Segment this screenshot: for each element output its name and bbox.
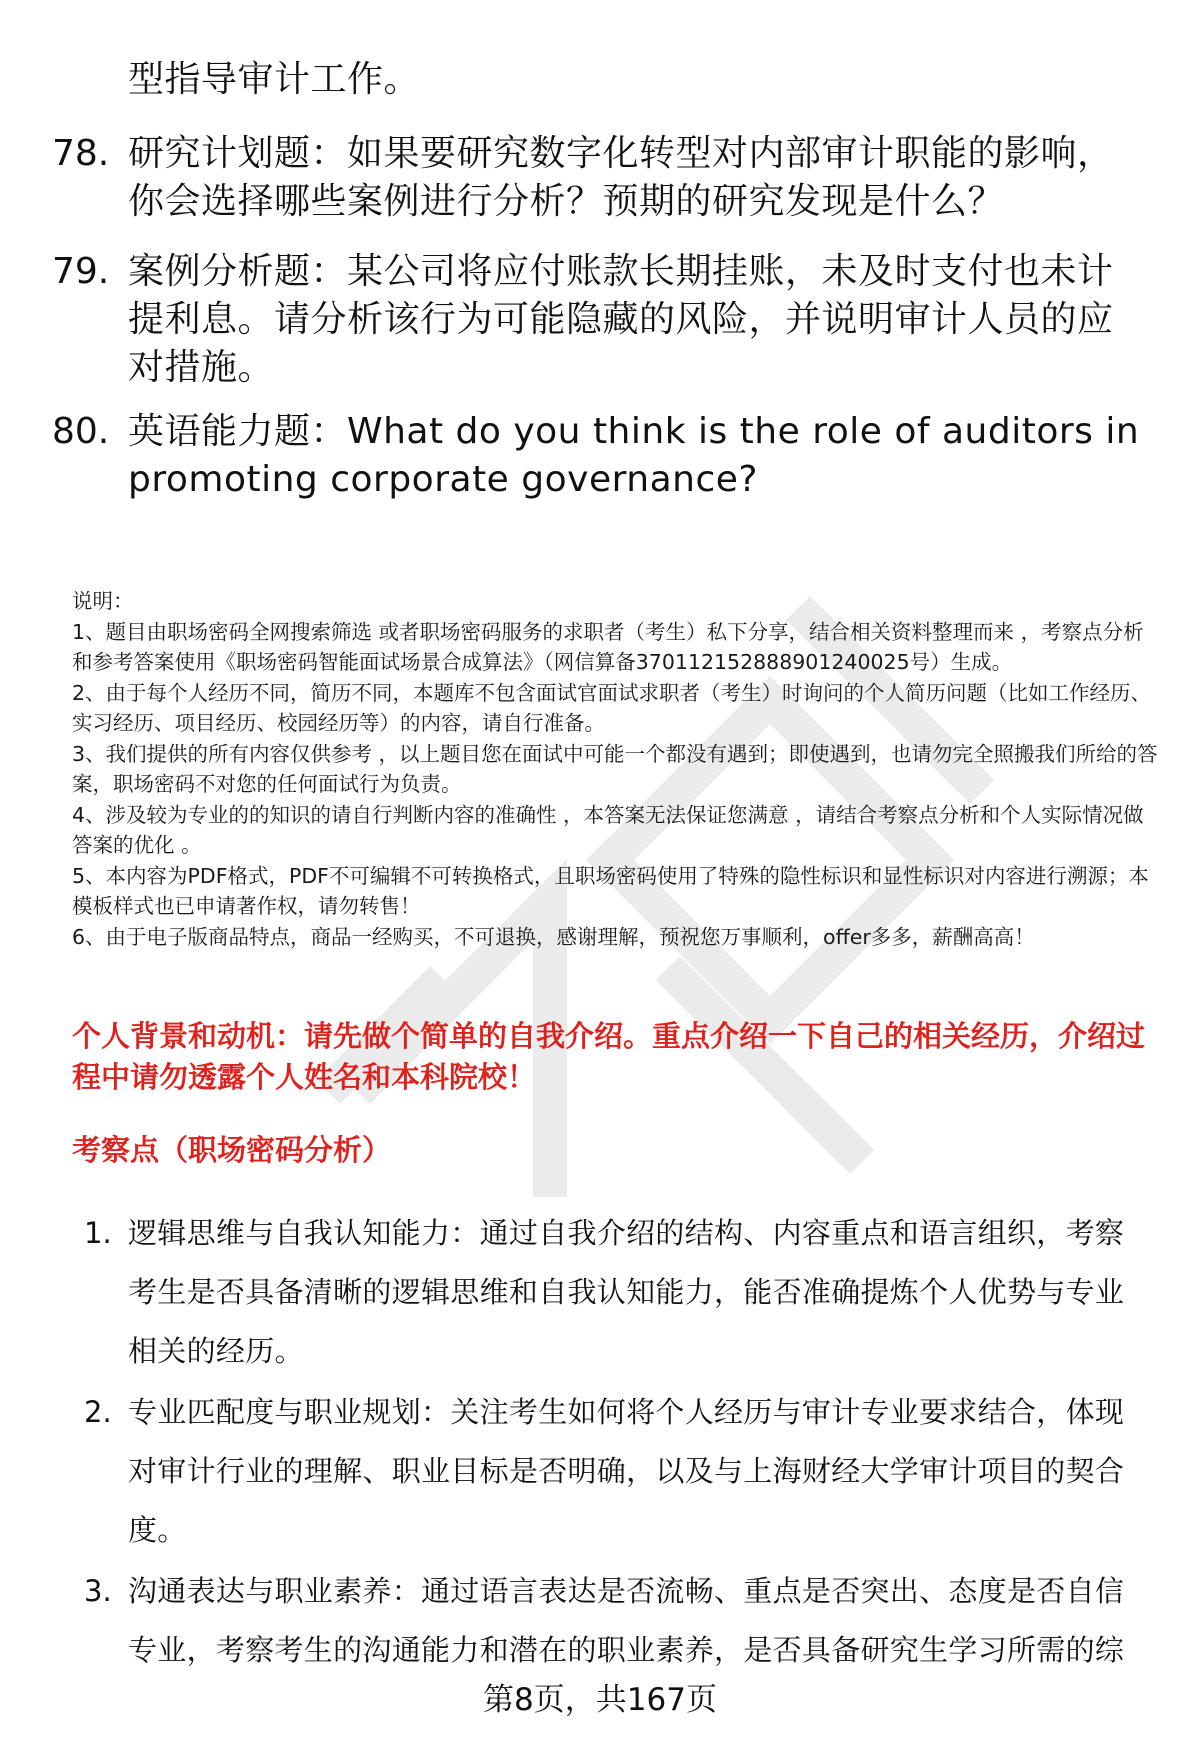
point-text: 专业匹配度与职业规划：关注考生如何将个人经历与审计专业要求结合，体现对审计行业的理解、职业目标是否明确，以及与上海财经大学审计项目的契合度。: [128, 1395, 1125, 1547]
note-item: 6、由于电子版商品特点，商品一经购买，不可退换，感谢理解，预祝您万事顺利，offer多多，薪酬高高！: [72, 924, 1035, 949]
note-item: 1、题目由职场密码全网搜索筛选 或者职场密码服务的求职者（考生）私下分享，结合相关资料整理而来 ，考察点分析和参考答案使用《职场密码智能面试场景合成算法》（网信算备370112152888901240025号）生成。: [72, 619, 1144, 674]
page-footer: 第8页，共167页: [483, 1682, 717, 1718]
note-item: 3、我们提供的所有内容仅供参考 ，以上题目您在面试中可能一个都没有遇到；即使遇到，也请勿完全照搬我们所给的答案，职场密码不对您的任何面试行为负责。: [72, 741, 1158, 796]
question-text: 研究计划题：如果要研究数字化转型对内部审计职能的影响，你会选择哪些案例进行分析？预期的研究发现是什么？: [128, 133, 1114, 222]
note-item: 4、涉及较为专业的的知识的请自行判断内容的准确性 ，本答案无法保证您满意 ，请结合考察点分析和个人实际情况做答案的优化 。: [72, 802, 1144, 857]
note-item: 5、本内容为PDF格式，PDF不可编辑不可转换格式，且职场密码使用了特殊的隐性标识和显性标识对内容进行溯源；本模板样式也已申请著作权，请勿转售！: [72, 863, 1149, 918]
question-number: 78.: [52, 133, 110, 174]
question-text: 英语能力题：What do you think is the role of auditors in promoting corporate governance?: [128, 411, 1140, 500]
point-number: 2.: [84, 1395, 112, 1429]
notes-title: 说明：: [72, 589, 134, 613]
disclaimer-notes: [72, 586, 1162, 952]
point-number: 3.: [84, 1574, 112, 1608]
analysis-heading: 考察点（职场密码分析）: [72, 1133, 392, 1167]
question-number: 79.: [52, 251, 110, 292]
section-title: 个人背景和动机：请先做个简单的自我介绍。重点介绍一下自己的相关经历，介绍过程中请勿透露个人姓名和本科院校！: [72, 1019, 1146, 1094]
question-text: 案例分析题：某公司将应付账款长期挂账，未及时支付也未计提利息。请分析该行为可能隐藏的风险，并说明审计人员的应对措施。: [128, 251, 1114, 388]
point-text: 沟通表达与职业素养：通过语言表达是否流畅、重点是否突出、态度是否自信专业，考察考生的沟通能力和潜在的职业素养，是否具备研究生学习所需的综: [128, 1574, 1125, 1667]
question-fragment-text: 型指导审计工作。: [128, 59, 421, 100]
note-item: 2、由于每个人经历不同，简历不同，本题库不包含面试官面试求职者（考生）时询问的个人简历问题（比如工作经历、实习经历、项目经历、校园经历等）的内容，请自行准备。: [72, 680, 1152, 735]
point-text: 逻辑思维与自我认知能力：通过自我介绍的结构、内容重点和语言组织，考察考生是否具备清晰的逻辑思维和自我认知能力，能否准确提炼个人优势与专业相关的经历。: [128, 1216, 1125, 1368]
point-number: 1.: [84, 1216, 112, 1250]
question-number: 80.: [52, 411, 110, 452]
